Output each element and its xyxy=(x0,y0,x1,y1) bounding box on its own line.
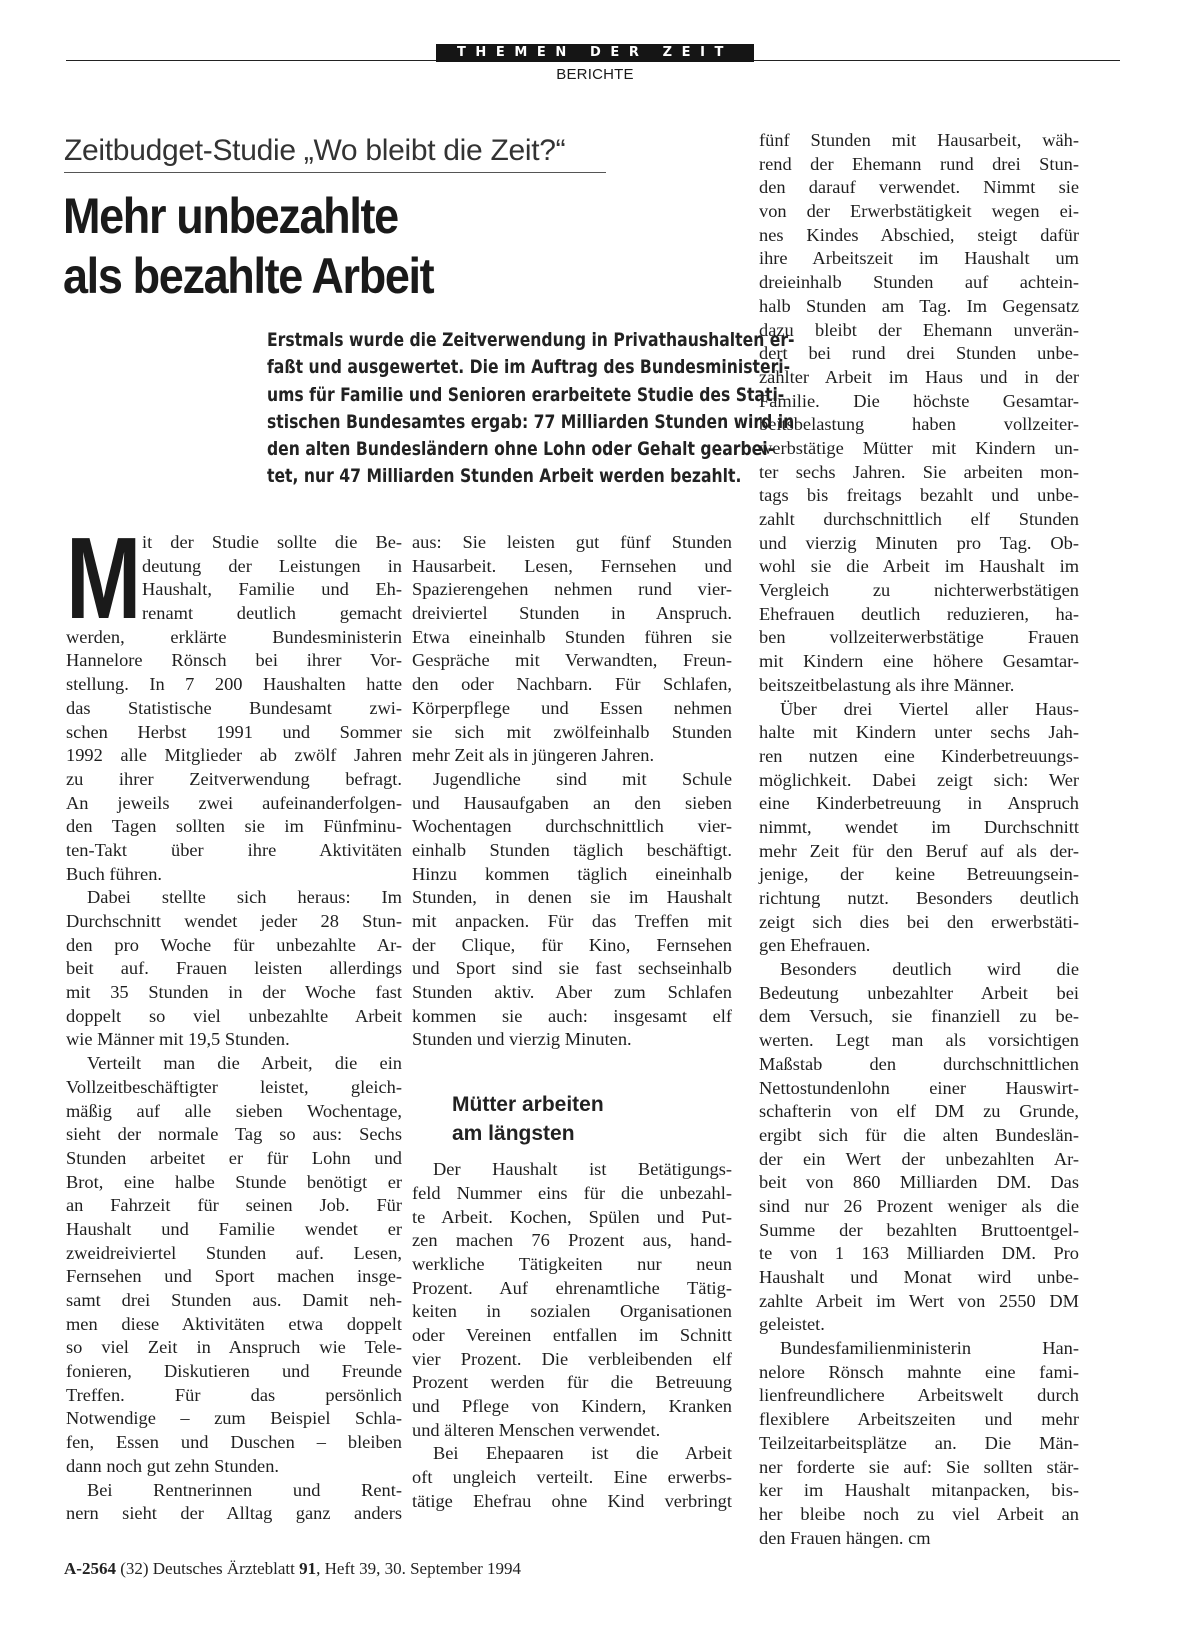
headline-line-2: als bezahlte Arbeit xyxy=(63,248,434,304)
text-line: Hinzu kommen täglich eineinhalb xyxy=(412,863,732,884)
text-line: Notwendige – zum Beispiel Schla- xyxy=(66,1408,402,1429)
text-line: jenige, der keine Betreuungsein- xyxy=(759,864,1079,885)
text-line: wie Männer mit 19,5 Stunden. xyxy=(66,1029,290,1050)
text-line: stellung. In 7 200 Haushalten hatte xyxy=(66,674,402,695)
text-line: tags bis freitags bezahlt und unbe- xyxy=(759,485,1079,506)
text-line: der Clique, für Kino, Fernsehen xyxy=(412,934,732,955)
text-line: richtung nutzt. Besonders deutlich xyxy=(759,888,1079,908)
text-line: beitszeitbelastung als ihre Männer. xyxy=(759,674,1015,695)
text-line: Bei Ehepaaren ist die Arbeit xyxy=(433,1443,732,1464)
text-line: beit auf. Frauen leisten allerdings xyxy=(66,958,402,979)
lead-line: tet, nur 47 Milliarden Stunden Arbeit werden bezahlt. xyxy=(267,466,742,488)
text-line: Prozent. Auf ehrenamtliche Tätig- xyxy=(412,1277,732,1298)
body-column-2 xyxy=(412,531,732,1513)
text-line: Etwa eineinhalb Stunden führen sie xyxy=(412,626,732,647)
text-line: Buch führen. xyxy=(66,863,163,884)
text-line: das Statistische Bundesamt zwi- xyxy=(66,697,402,718)
lead-line: Erstmals wurde die Zeitverwendung in Privathaushalten er- xyxy=(267,330,795,351)
subhead-line-1: Mütter arbeiten xyxy=(452,1093,604,1117)
page-number: A-2564 xyxy=(64,1559,116,1578)
text-line: schen Herbst 1991 und Sommer xyxy=(66,721,402,742)
text-line: halb Stunden am Tag. Im Gegensatz xyxy=(759,295,1079,316)
text-line: und vierzig Minuten pro Tag. Ob- xyxy=(759,532,1079,553)
text-line: dreieinhalb Stunden auf achtein- xyxy=(759,272,1079,293)
text-line: tätige Ehefrau ohne Kind verbringt xyxy=(412,1490,732,1511)
text-line: deutung der Leistungen in xyxy=(142,555,402,576)
text-line: dann noch gut zehn Stunden. xyxy=(66,1455,279,1476)
text-line: zahlter Arbeit im Haus und in der xyxy=(759,366,1079,387)
text-line: Fernsehen und Sport machen insge- xyxy=(66,1266,402,1287)
text-line: Vollzeitbeschäftigter leistet, gleich- xyxy=(66,1076,402,1097)
text-line: Spazierengehen nehmen rund vier- xyxy=(412,579,732,600)
text-line: oder Vereinen entfallen im Schnitt xyxy=(412,1324,732,1345)
text-line: dem Versuch, sie finanziell zu be- xyxy=(759,1006,1079,1027)
text-line: und Sport sind sie fast sechseinhalb xyxy=(412,958,732,979)
text-line: und Pflege von Kindern, Kranken xyxy=(412,1396,732,1416)
text-line: sie sich mit zwölfeinhalb Stunden xyxy=(412,721,732,742)
text-line: Stunden aktiv. Aber zum Schlafen xyxy=(412,982,732,1003)
text-line: der ein Wert der unbezahlten Ar- xyxy=(759,1148,1079,1169)
page-footer xyxy=(64,1559,521,1579)
text-line: ben vollzeiterwerbstätige Frauen xyxy=(759,627,1079,648)
text-line: Brot, eine halbe Stunde benötigt er xyxy=(66,1171,402,1192)
text-line: Hausarbeit. Lesen, Fernsehen und xyxy=(412,555,732,576)
article-headline xyxy=(63,186,675,306)
text-line: werden, erklärte Bundesministerin xyxy=(66,626,402,647)
text-line: Haushalt und Familie wendet er xyxy=(66,1218,402,1239)
text-line: Der Haushalt ist Betätigungs- xyxy=(433,1159,732,1180)
text-line: Maßstab den durchschnittlichen xyxy=(759,1053,1079,1074)
text-line: und älteren Menschen verwendet. xyxy=(412,1419,661,1440)
text-line: Besonders deutlich wird die xyxy=(780,959,1079,980)
text-line: möglichkeit. Dabei zeigt sich: Wer xyxy=(759,769,1079,790)
text-line: Körperpflege und Essen nehmen xyxy=(412,697,732,718)
text-line: beit von 860 Milliarden DM. Das xyxy=(759,1172,1079,1193)
section-label: BERICHTE xyxy=(556,66,634,83)
text-line: Treffen. Für das persönlich xyxy=(66,1384,402,1405)
footer-issue: , Heft 39, 30. September 1994 xyxy=(316,1559,522,1578)
headline-line-1: Mehr unbezahlte xyxy=(63,188,398,244)
text-line: Stunden, in denen sie im Haushalt xyxy=(412,887,732,908)
text-line: einhalb Stunden täglich beschäftigt. xyxy=(412,839,732,860)
text-line: Hannelore Rönsch bei ihrer Vor- xyxy=(66,650,402,671)
text-line: den pro Woche für unbezahlte Ar- xyxy=(66,934,402,955)
text-line: ner forderte sie auf: Sie sollten stär- xyxy=(759,1456,1079,1477)
text-line: it der Studie sollte die Be- xyxy=(142,532,402,552)
text-line: beitsbelastung haben vollzeiter- xyxy=(759,414,1079,435)
text-line: sieht der normale Tag so aus: Sechs xyxy=(66,1124,402,1145)
text-line: schafterin von elf DM zu Grunde, xyxy=(759,1101,1079,1122)
text-line: fonieren, Diskutieren und Freunde xyxy=(66,1361,402,1382)
text-line: mäßig auf alle sieben Wochentage, xyxy=(66,1100,402,1121)
lead-line: ums für Familie und Senioren erarbeitete Studie des Stati- xyxy=(267,384,785,406)
text-line: dert bei rund drei Stunden unbe- xyxy=(759,343,1079,364)
text-line: zu ihrer Zeitverwendung befragt. xyxy=(66,768,402,789)
text-line: werkliche Tätigkeiten nur neun xyxy=(412,1253,732,1274)
text-line: nes Kindes Abschied, steigt dafür xyxy=(759,224,1079,245)
text-line: Gespräche mit Verwandten, Freun- xyxy=(412,650,732,671)
text-line: Vergleich zu nichterwerbstätigen xyxy=(759,580,1079,601)
text-line: Prozent werden für die Betreuung xyxy=(412,1372,732,1393)
text-line: werbstätige Mütter mit Kindern un- xyxy=(759,437,1079,458)
text-line: zeigt sich dies bei den erwerbstäti- xyxy=(759,911,1079,932)
text-line: fen, Essen und Duschen – bleiben xyxy=(66,1432,402,1453)
text-line: zweidreiviertel Stunden auf. Lesen, xyxy=(66,1242,402,1263)
text-line: den oder Nachbarn. Für Schlafen, xyxy=(412,674,732,695)
text-line: her bleibe noch zu viel Arbeit an xyxy=(759,1503,1079,1524)
text-line: Über drei Viertel aller Haus- xyxy=(780,698,1079,719)
text-line: 1992 alle Mitglieder ab zwölf Jahren xyxy=(66,745,402,766)
text-line: nern sieht der Alltag ganz anders xyxy=(66,1503,402,1524)
text-line: werten. Legt man als vorsichtigen xyxy=(759,1030,1079,1051)
text-line: flexiblere Arbeitszeiten und mehr xyxy=(759,1409,1079,1430)
text-line: sind nur 26 Prozent weniger als die xyxy=(759,1195,1079,1216)
lead-line: faßt und ausgewertet. Die im Auftrag des Bundesministeri- xyxy=(267,357,791,379)
text-line: zahlte Arbeit im Wert von 2550 DM xyxy=(759,1290,1079,1311)
text-line: oft ungleich verteilt. Eine erwerbs- xyxy=(412,1467,732,1488)
text-line: den Frauen hängen. cm xyxy=(759,1527,931,1548)
text-line: dreiviertel Stunden in Anspruch. xyxy=(412,603,732,624)
text-line: Wochentagen durchschnittlich vier- xyxy=(412,816,732,837)
text-line: te von 1 163 Milliarden DM. Pro xyxy=(759,1243,1079,1264)
text-line: ergibt sich für die alten Bundeslän- xyxy=(759,1124,1079,1145)
text-line: An jeweils zwei aufeinanderfolgen- xyxy=(66,792,402,813)
text-line: Bundesfamilienministerin Han- xyxy=(780,1338,1079,1359)
kicker-underline xyxy=(64,172,606,173)
text-line: ter sechs Jahren. Sie arbeiten mon- xyxy=(759,461,1079,482)
text-line: feld Nummer eins für die unbezahl- xyxy=(412,1182,732,1203)
text-line: den Tagen sollten sie im Fünfminu- xyxy=(66,816,402,837)
text-line: vier Prozent. Die verbleibenden elf xyxy=(412,1348,732,1369)
text-line: von der Erwerbstätigkeit wegen ei- xyxy=(759,201,1079,222)
text-line: Jugendliche sind mit Schule xyxy=(433,768,732,789)
text-line: men diese Aktivitäten etwa doppelt xyxy=(66,1313,402,1334)
footer-journal: (32) Deutsches Ärzteblatt xyxy=(115,1559,300,1578)
text-line: zen machen 76 Prozent aus, hand- xyxy=(412,1230,732,1251)
body-column-3 xyxy=(759,129,1079,1550)
text-line: Durchschnitt wendet jeder 28 Stun- xyxy=(66,911,402,931)
text-line: lienfreundlichere Arbeitswelt durch xyxy=(759,1385,1079,1406)
text-line: nelore Rönsch mahnte eine fami- xyxy=(759,1361,1079,1382)
text-line: Bei Rentnerinnen und Rent- xyxy=(87,1479,402,1500)
article-subhead xyxy=(452,1090,712,1148)
text-line: doppelt so viel unbezahlte Arbeit xyxy=(66,1005,402,1026)
text-line: geleistet. xyxy=(759,1314,825,1335)
text-line: Ehefrauen deutlich reduzieren, ha- xyxy=(759,603,1079,624)
text-line: kommen sie auch: insgesamt elf xyxy=(412,1005,732,1026)
text-line: Bedeutung unbezahlter Arbeit bei xyxy=(759,982,1079,1003)
text-line: mit Kindern eine höhere Gesamtar- xyxy=(759,651,1079,672)
text-line: wohl sie die Arbeit im Haushalt im xyxy=(759,556,1079,577)
footer-volume: 91 xyxy=(299,1559,317,1578)
text-line: Verteilt man die Arbeit, die ein xyxy=(87,1053,402,1074)
article-kicker: Zeitbudget-Studie „Wo bleibt die Zeit?“ xyxy=(64,134,566,167)
text-line: rend der Ehemann rund drei Stun- xyxy=(759,153,1079,174)
text-line: Nettostundenlohn einer Hauswirt- xyxy=(759,1077,1079,1098)
text-line: so viel Zeit in Anspruch wie Tele- xyxy=(66,1337,402,1358)
lead-line: den alten Bundesländern ohne Lohn oder Gehalt gearbei- xyxy=(267,439,775,461)
text-line: ren nutzen eine Kinderbetreuungs- xyxy=(759,745,1079,766)
subhead-line-2: am längsten xyxy=(452,1122,575,1146)
text-line: fünf Stunden mit Hausarbeit, wäh- xyxy=(759,130,1079,150)
text-line: halte mit Kindern unter sechs Jah- xyxy=(759,722,1079,743)
text-line: mit 35 Stunden in der Woche fast xyxy=(66,982,402,1003)
text-line: mehr Zeit für den Beruf auf als der- xyxy=(759,840,1079,861)
text-line: den darauf verwendet. Nimmt sie xyxy=(759,177,1079,198)
text-line: nimmt, wendet im Durchschnitt xyxy=(759,816,1079,837)
text-line: gen Ehefrauen. xyxy=(759,935,871,956)
text-line: dazu bleibt der Ehemann unverän- xyxy=(759,319,1079,340)
drop-cap: M xyxy=(66,513,142,643)
text-line: Teilzeitarbeitsplätze an. Die Män- xyxy=(759,1432,1079,1453)
text-line: zahlt durchschnittlich elf Stunden xyxy=(759,509,1079,529)
article-lead xyxy=(267,327,795,491)
text-line: te Arbeit. Kochen, Spülen und Put- xyxy=(412,1206,732,1227)
text-line: renamt deutlich gemacht xyxy=(142,603,402,624)
text-line: mit anpacken. Für das Treffen mit xyxy=(412,911,732,931)
text-line: keiten in sozialen Organisationen xyxy=(412,1301,732,1322)
section-band: THEMEN DER ZEIT xyxy=(436,44,754,62)
text-line: eine Kinderbetreuung in Anspruch xyxy=(759,793,1079,814)
text-line: Haushalt, Familie und Eh- xyxy=(142,579,402,600)
body-column-1 xyxy=(66,513,402,1526)
text-line: Stunden und vierzig Minuten. xyxy=(412,1029,632,1050)
text-line: an Fahrzeit für seinen Job. Für xyxy=(66,1195,402,1216)
text-line: ten-Takt über ihre Aktivitäten xyxy=(66,839,402,860)
text-line: ihre Arbeitszeit im Haushalt um xyxy=(759,248,1079,269)
text-line: ker im Haushalt mitanpacken, bis- xyxy=(759,1480,1079,1501)
text-line: und Hausaufgaben an den sieben xyxy=(412,792,732,813)
text-line: mehr Zeit als in jüngeren Jahren. xyxy=(412,745,655,766)
text-line: Summe der bezahlten Bruttoentgel- xyxy=(759,1219,1079,1240)
text-line: aus: Sie leisten gut fünf Stunden xyxy=(412,532,732,552)
text-line: Familie. Die höchste Gesamtar- xyxy=(759,390,1079,411)
text-line: Haushalt und Monat wird unbe- xyxy=(759,1267,1079,1287)
lead-line: stischen Bundesamtes ergab: 77 Milliarden Stunden wird in xyxy=(267,411,795,433)
text-line: Stunden arbeitet er für Lohn und xyxy=(66,1147,402,1168)
text-line: Dabei stellte sich heraus: Im xyxy=(87,887,402,908)
text-line: samt drei Stunden aus. Damit neh- xyxy=(66,1290,402,1310)
